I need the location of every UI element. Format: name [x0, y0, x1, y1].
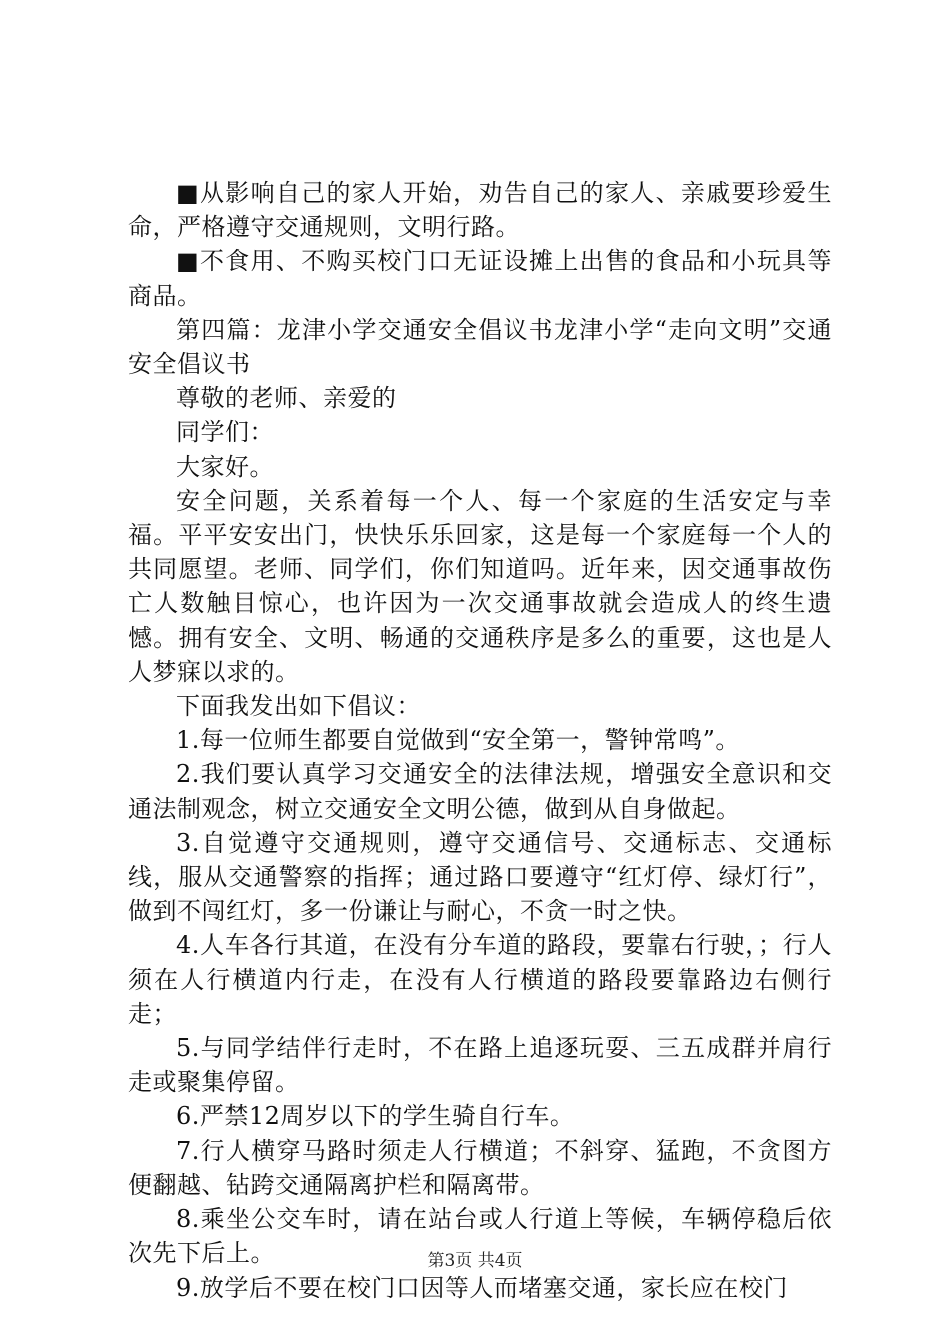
page-number: 第3页 共4页 [427, 1251, 523, 1271]
proposal-item-4: 4.人车各行其道，在没有分车道的路段，要靠右行驶，；行人须在人行横道内行走，在没有人行横道的路段要靠路边右侧行走； [128, 931, 832, 1028]
document-body [128, 176, 832, 1305]
salutation-students: 同学们： [176, 418, 274, 447]
salutation-teachers: 尊敬的老师、亲爱的 [176, 384, 397, 413]
greeting: 大家好。 [176, 452, 274, 481]
proposal-item-9: 9.放学后不要在校门口因等人而堵塞交通，家长应在校门 [176, 1273, 788, 1302]
proposal-item-8: 8.乘坐公交车时，请在站台或人行道上等候，车辆停稳后依次先下后上。 [128, 1205, 832, 1268]
paragraph-no-street-food: ■不食用、不购买校门口无证设摊上出售的食品和小玩具等商品。 [128, 247, 832, 310]
proposal-item-3: 3.自觉遵守交通规则，遵守交通信号、交通标志、交通标线，服从交通警察的指挥；通过路口要遵守“红灯停、绿灯行”，做到不闯红灯，多一份谦让与耐心，不贪一时之快。 [128, 828, 832, 926]
paragraph-proposal-lead: 下面我发出如下倡议： [176, 692, 421, 721]
proposal-item-7: 7.行人横穿马路时须走人行横道；不斜穿、猛跑，不贪图方便翻越、钻跨交通隔离护栏和隔离带。 [128, 1136, 832, 1199]
proposal-item-2: 2.我们要认真学习交通安全的法律法规，增强安全意识和交通法制观念，树立交通安全文明公德，做到从自身做起。 [128, 760, 832, 823]
proposal-item-5: 5.与同学结伴行走时，不在路上追逐玩耍、三五成群并肩行走或聚集停留。 [128, 1034, 832, 1097]
paragraph-family-advice: ■从影响自己的家人开始，劝告自己的家人、亲戚要珍爱生命，严格遵守交通规则，文明行路。 [128, 179, 832, 242]
proposal-item-1: 1.每一位师生都要自觉做到“安全第一，警钟常鸣”。 [176, 726, 740, 755]
paragraph-safety-intro: 安全问题，关系着每一个人、每一个家庭的生活安定与幸福。平平安安出门，快快乐乐回家，这是每一个家庭每一个人的共同愿望。老师、同学们，你们知道吗。近年来，因交通事故伤亡人数触目惊心，也许因为一次交通事故就会造成人的终生遗憾。拥有安全、文明、畅通的交通秩序是多么的重要，这也是人人梦寐以求的。 [128, 486, 832, 686]
proposal-item-6: 6.严禁12周岁以下的学生骑自行车。 [176, 1102, 575, 1131]
section-heading: 第四篇：龙津小学交通安全倡议书龙津小学“走向文明”交通安全倡议书 [128, 315, 832, 379]
